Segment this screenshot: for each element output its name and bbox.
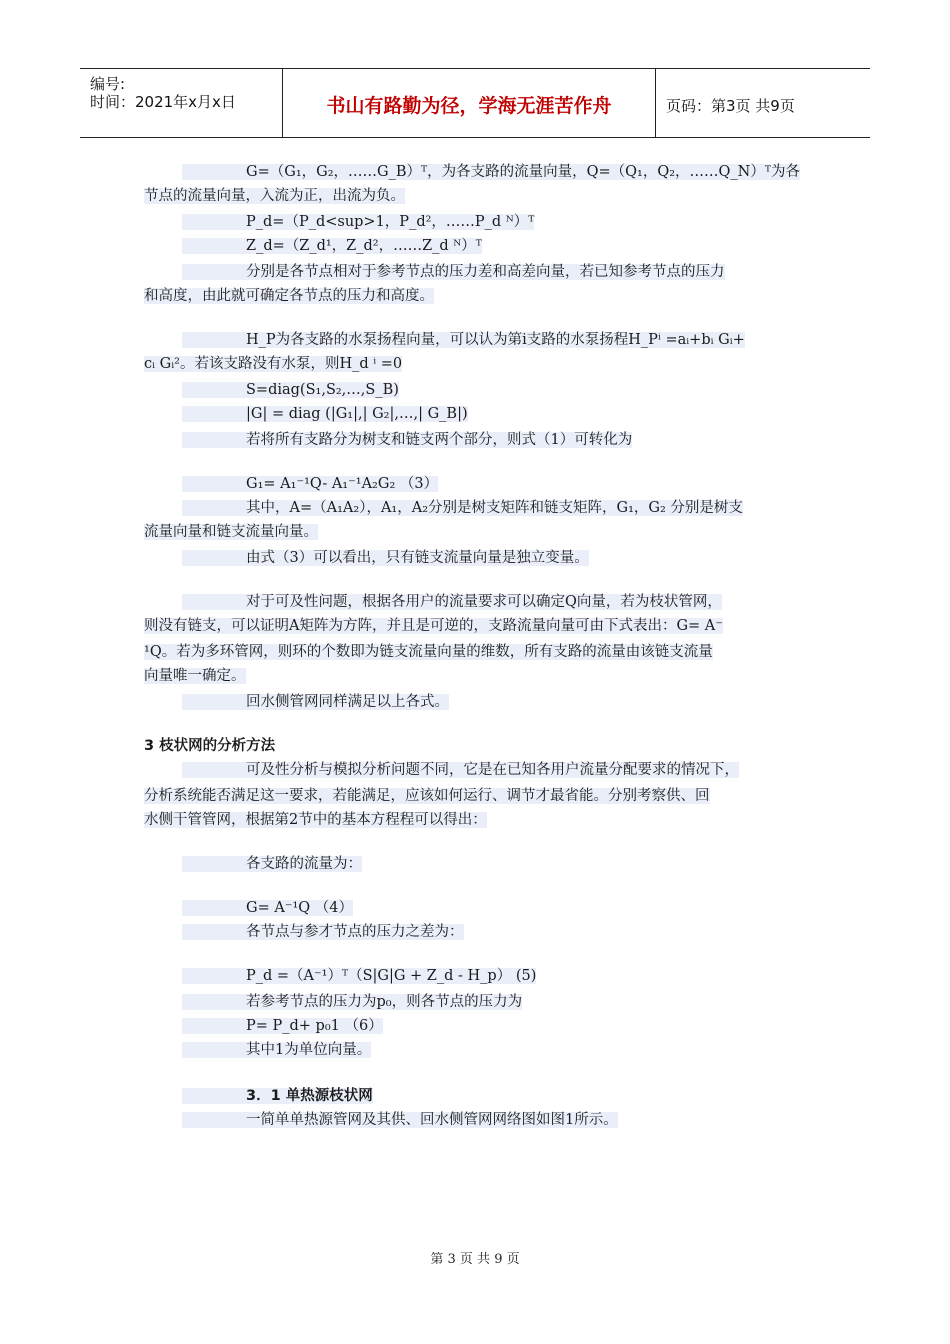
header-center-cell [283, 69, 656, 137]
time-label: 时间：2021年x月x日 [90, 93, 236, 111]
text-line: Z_d=（Z_d¹，Z_d²，……Z_d ᴺ）ᵀ [182, 236, 482, 256]
text-line: 回水侧管网同样满足以上各式。 [182, 692, 449, 712]
text-line: 可及性分析与模拟分析问题不同，它是在已知各用户流量分配要求的情况下， [182, 760, 739, 780]
text-line: 对于可及性问题，根据各用户的流量要求可以确定Q向量，若为枝状管网， [182, 592, 722, 612]
text-line: 分析系统能否满足这一要求，若能满足，应该如何运行、调节才最省能。分别考察供、回 [144, 788, 710, 804]
text-line: 流量向量和链支流量向量。 [144, 524, 318, 540]
page-header [80, 68, 870, 138]
text-line: 各节点与参才节点的压力之差为： [182, 922, 464, 942]
text-line: 分别是各节点相对于参考节点的压力差和高差向量，若已知参考节点的压力 [182, 262, 725, 282]
header-right-cell [656, 69, 870, 137]
text-line: 其中1为单位向量。 [182, 1040, 371, 1060]
text-line: P_d=（P_d<sup>1，P_d²，……P_d ᴺ）ᵀ [182, 212, 534, 232]
header-motto: 书山有路勤为径，学海无涯苦作舟 [326, 95, 612, 117]
text-line: 则没有链支，可以证明A矩阵为方阵，并且是可逆的，支路流量向量可由下式表出：G= A⁻ [144, 618, 723, 634]
header-page-label: 页码：第3页 共9页 [666, 97, 795, 115]
text-line: P= P_d+ p₀1 （6） [182, 1016, 383, 1036]
text-line: G= A⁻¹Q （4） [182, 898, 353, 918]
text-line: 各支路的流量为： [182, 854, 362, 874]
text-line: 向量唯一确定。 [144, 668, 246, 684]
text-line: H_P为各支路的水泵扬程向量，可以认为第i支路的水泵扬程H_Pⁱ =aᵢ+bᵢ Gᵢ+ [182, 330, 745, 350]
text-line: ¹Q。若为多环管网，则环的个数即为链支流量向量的维数，所有支路的流量由该链支流量 [144, 644, 713, 660]
text-line: 和高度，由此就可确定各节点的压力和高度。 [144, 288, 434, 304]
text-line: G=（G₁，G₂，……G_B）ᵀ，为各支路的流量向量，Q=（Q₁，Q₂，……Q_N）ᵀ为各 [182, 162, 800, 182]
text-line: 若参考节点的压力为p₀，则各节点的压力为 [182, 992, 522, 1012]
text-line: 若将所有支路分为树支和链支两个部分，则式（1）可转化为 [182, 430, 632, 450]
serial-label: 编号: [90, 75, 126, 93]
text-line: |G| = diag (|G₁|,| G₂|,…,| G_B|) [182, 404, 468, 424]
header-left-cell [80, 69, 283, 137]
text-line: 其中，A=（A₁A₂），A₁，A₂分别是树支矩阵和链支矩阵，G₁，G₂ 分别是树支 [182, 498, 743, 518]
text-line: G₁= A₁⁻¹Q- A₁⁻¹A₂G₂ （3） [182, 474, 438, 494]
text-line: 一简单单热源管网及其供、回水侧管网网络图如图1所示。 [182, 1110, 618, 1130]
text-line: 由式（3）可以看出，只有链支流量向量是独立变量。 [182, 548, 589, 568]
text-line: 水侧干管管网，根据第2节中的基本方程程可以得出： [144, 812, 487, 828]
text-line: S=diag(S₁,S₂,…,S_B) [182, 380, 399, 400]
text-line: P_d =（A⁻¹）ᵀ（S|G|G + Z_d - H_p） (5) [182, 966, 536, 986]
section-heading: 3 枝状网的分析方法 [144, 738, 276, 754]
text-line: cᵢ Gᵢ²。若该支路没有水泵，则H_d ⁱ =0 [144, 356, 403, 372]
subsection-heading: 3．1 单热源枝状网 [182, 1086, 373, 1106]
text-line: 节点的流量向量，入流为正，出流为负。 [144, 188, 405, 204]
page-footer: 第 3 页 共 9 页 [430, 1252, 520, 1267]
